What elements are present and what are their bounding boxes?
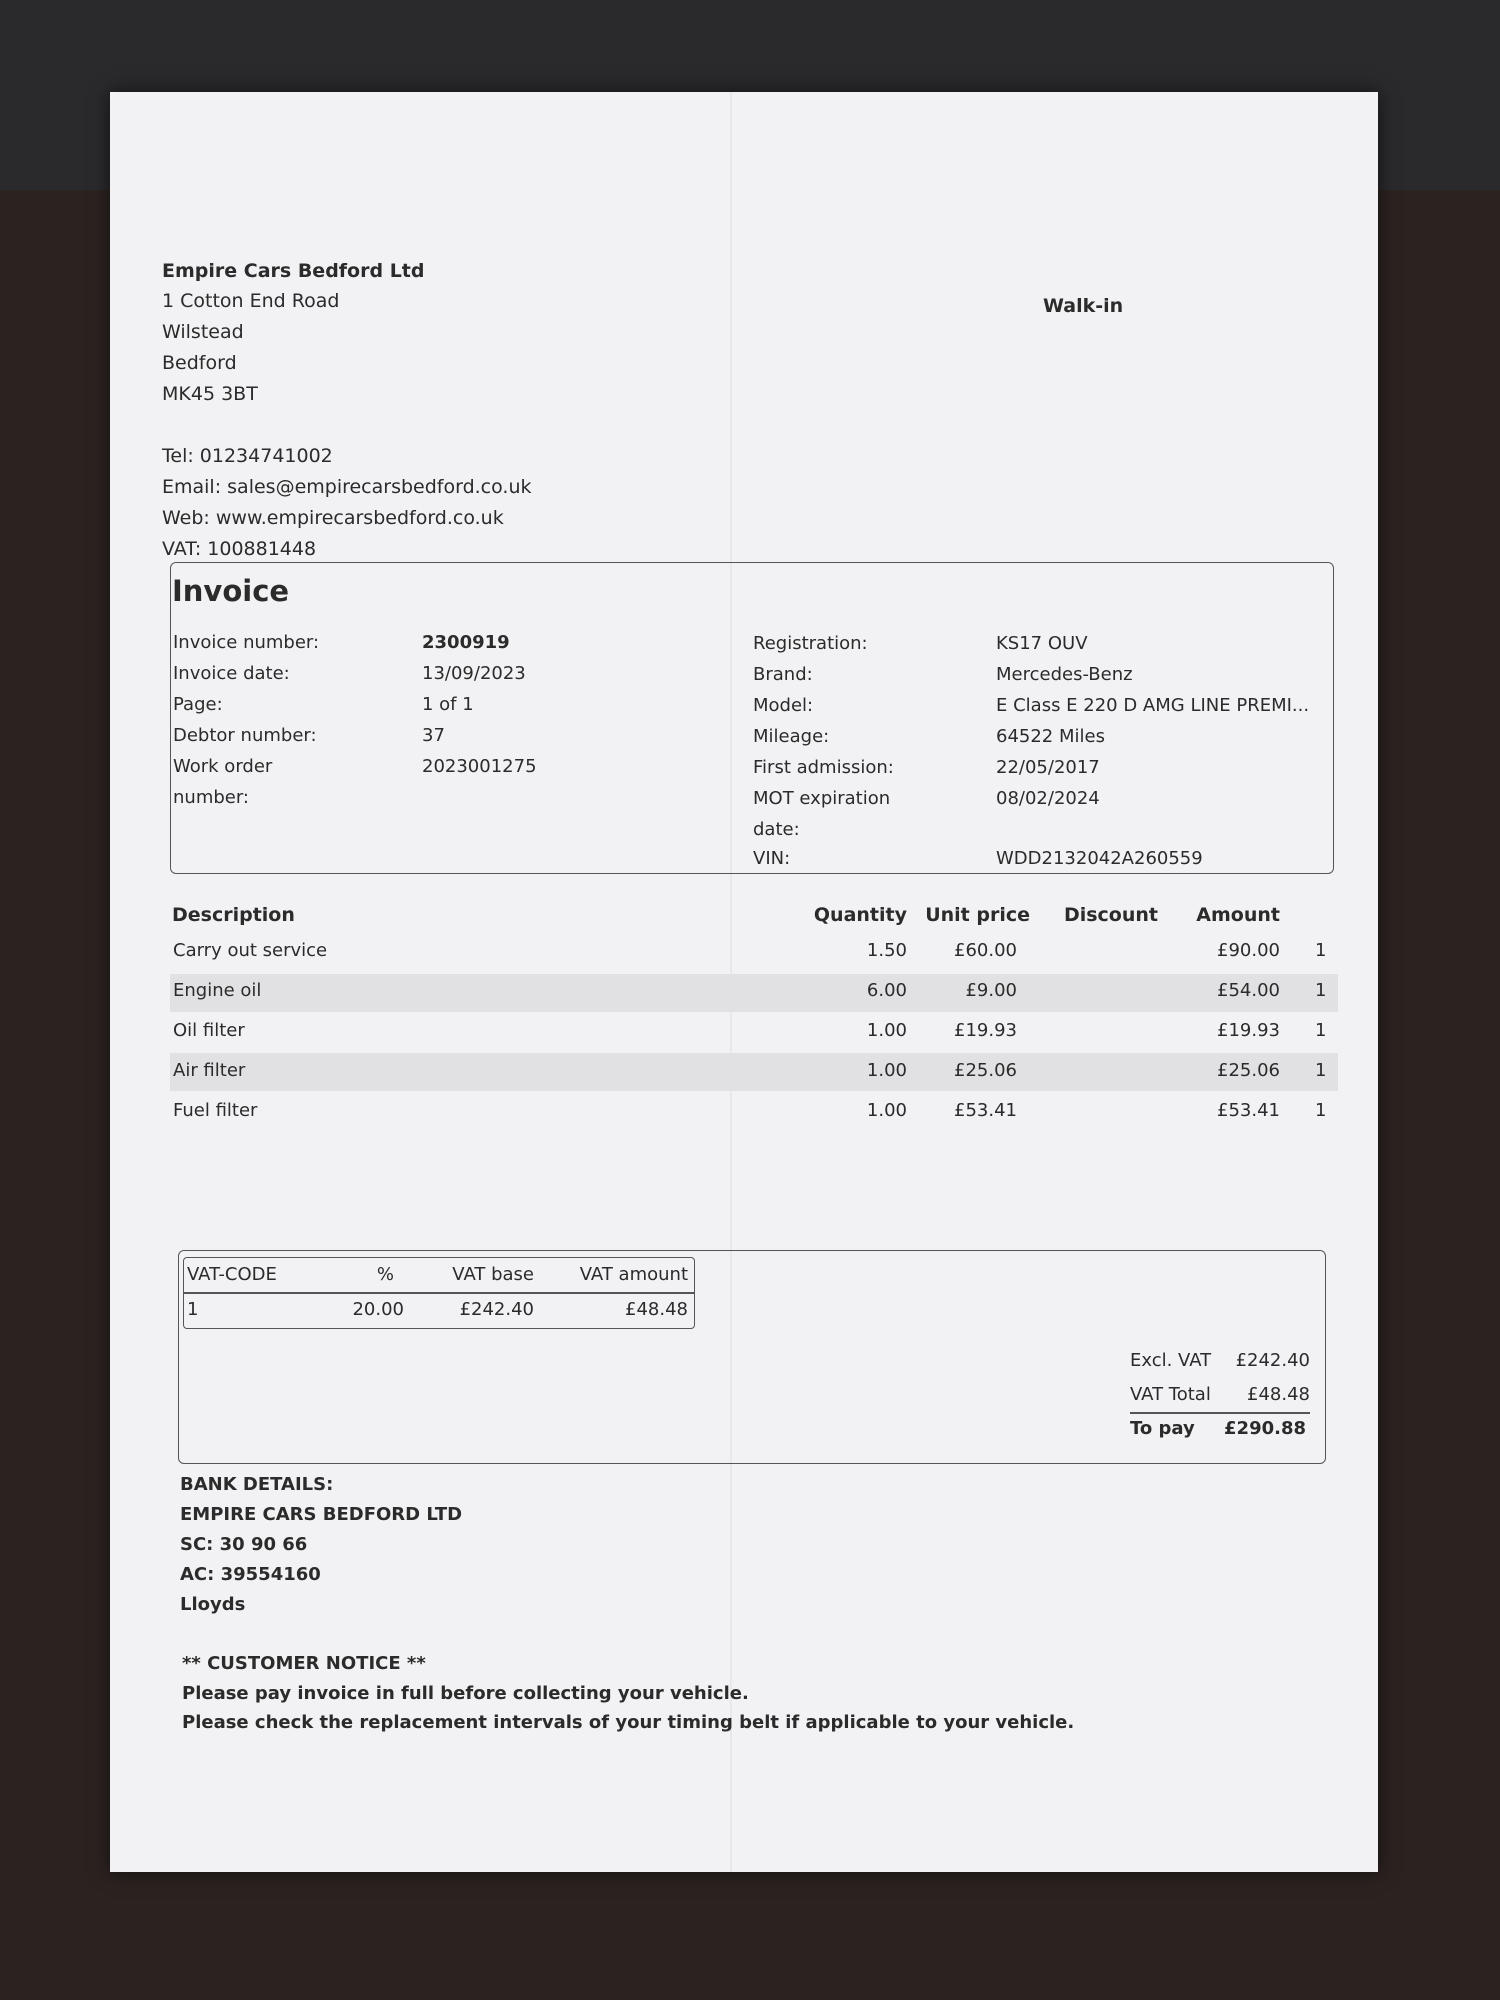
- registration-label: Registration:: [753, 633, 868, 654]
- vat-col-amount: VAT amount: [579, 1264, 688, 1285]
- col-header-description: Description: [172, 904, 295, 926]
- line-description: Engine oil: [173, 980, 262, 1001]
- invoice-title: Invoice: [172, 574, 290, 608]
- line-description: Carry out service: [173, 940, 328, 961]
- work-order-value: 2023001275: [422, 756, 537, 777]
- line-unit-price: £53.41: [954, 1100, 1017, 1121]
- vat-total-value: £48.48: [1247, 1384, 1310, 1405]
- registration-value: KS17 OUV: [996, 633, 1088, 654]
- debtor-number-value: 37: [422, 725, 445, 746]
- excl-vat-label: Excl. VAT: [1130, 1350, 1212, 1371]
- page-value: 1 of 1: [422, 694, 474, 715]
- vat-total-label: VAT Total: [1130, 1384, 1211, 1405]
- row-shading: [170, 1053, 1338, 1091]
- line-unit-price: £19.93: [954, 1020, 1017, 1041]
- vat-table: [183, 1257, 695, 1329]
- line-amount: £54.00: [1217, 980, 1280, 1001]
- line-vat-code: 1: [1315, 940, 1327, 961]
- excl-vat-value: £242.40: [1235, 1350, 1310, 1371]
- line-vat-code: 1: [1315, 980, 1327, 1001]
- vin-label: VIN:: [753, 848, 791, 869]
- line-vat-code: 1: [1315, 1020, 1327, 1041]
- notice-line: Please pay invoice in full before collecting your vehicle.: [182, 1683, 749, 1704]
- line-amount: £25.06: [1217, 1060, 1280, 1081]
- line-unit-price: £60.00: [954, 940, 1017, 961]
- company-address-line: MK45 3BT: [162, 383, 258, 405]
- line-amount: £90.00: [1217, 940, 1280, 961]
- customer-type: Walk-in: [1043, 295, 1124, 317]
- vat-col-base: VAT base: [452, 1264, 534, 1285]
- mileage-label: Mileage:: [753, 726, 830, 747]
- line-description: Air filter: [173, 1060, 246, 1081]
- company-address-line: 1 Cotton End Road: [162, 290, 340, 312]
- company-address-line: Bedford: [162, 352, 237, 374]
- col-header-discount: Discount: [1063, 904, 1158, 926]
- vin-value: WDD2132042A260559: [996, 848, 1203, 869]
- vat-table-divider: [184, 1292, 694, 1294]
- brand-value: Mercedes-Benz: [996, 664, 1133, 685]
- line-description: Fuel filter: [173, 1100, 258, 1121]
- line-description: Oil filter: [173, 1020, 245, 1041]
- notice-line: Please check the replacement intervals of your timing belt if applicable to your vehicle.: [182, 1712, 1075, 1733]
- first-admission-label: First admission:: [753, 757, 894, 778]
- company-web: Web: www.empirecarsbedford.co.uk: [162, 507, 504, 529]
- vat-row-code: 1: [187, 1299, 199, 1320]
- mileage-value: 64522 Miles: [996, 726, 1105, 747]
- vat-row-base: £242.40: [459, 1299, 534, 1320]
- company-name: Empire Cars Bedford Ltd: [162, 260, 425, 282]
- model-label: Model:: [753, 695, 814, 716]
- work-order-label: Work order: [173, 756, 273, 777]
- line-amount: £19.93: [1217, 1020, 1280, 1041]
- vat-col-code: VAT-CODE: [187, 1264, 277, 1285]
- invoice-details-box: [170, 562, 1334, 874]
- notice-title: ** CUSTOMER NOTICE **: [182, 1653, 426, 1674]
- line-vat-code: 1: [1315, 1060, 1327, 1081]
- bank-sort-code: SC: 30 90 66: [180, 1534, 308, 1555]
- line-quantity: 1.00: [866, 1060, 907, 1081]
- line-quantity: 6.00: [866, 980, 907, 1001]
- page-label: Page:: [173, 694, 223, 715]
- vat-row-amount: £48.48: [625, 1299, 688, 1320]
- line-vat-code: 1: [1315, 1100, 1327, 1121]
- vat-col-percent: %: [376, 1264, 394, 1285]
- vat-row-percent: 20.00: [352, 1299, 404, 1320]
- mot-expiration-label: MOT expiration: [753, 788, 891, 809]
- bank-account-name: EMPIRE CARS BEDFORD LTD: [180, 1504, 463, 1525]
- col-header-amount: Amount: [1196, 904, 1280, 926]
- model-value: E Class E 220 D AMG LINE PREMI...: [996, 695, 1310, 716]
- invoice-number-label: Invoice number:: [173, 632, 320, 653]
- invoice-number-value: 2300919: [422, 632, 510, 653]
- company-email: Email: sales@empirecarsbedford.co.uk: [162, 476, 532, 498]
- bank-title: BANK DETAILS:: [180, 1474, 334, 1495]
- line-quantity: 1.00: [866, 1020, 907, 1041]
- invoice-paper: [110, 92, 1378, 1872]
- invoice-date-label: Invoice date:: [173, 663, 290, 684]
- first-admission-value: 22/05/2017: [996, 757, 1100, 778]
- row-shading: [170, 974, 1338, 1012]
- invoice-date-value: 13/09/2023: [422, 663, 526, 684]
- bank-account-number: AC: 39554160: [180, 1564, 321, 1585]
- debtor-number-label: Debtor number:: [173, 725, 317, 746]
- col-header-unit-price: Unit price: [925, 904, 1030, 926]
- to-pay-value: £290.88: [1224, 1418, 1306, 1439]
- company-tel: Tel: 01234741002: [162, 445, 333, 467]
- line-quantity: 1.00: [866, 1100, 907, 1121]
- line-quantity: 1.50: [866, 940, 907, 961]
- work-order-label-cont: number:: [173, 787, 249, 808]
- line-unit-price: £9.00: [965, 980, 1017, 1001]
- line-unit-price: £25.06: [954, 1060, 1017, 1081]
- line-amount: £53.41: [1217, 1100, 1280, 1121]
- mot-expiration-label-cont: date:: [753, 819, 800, 840]
- to-pay-label: To pay: [1130, 1418, 1195, 1439]
- mot-expiration-value: 08/02/2024: [996, 788, 1100, 809]
- company-vat: VAT: 100881448: [162, 538, 317, 560]
- totals-divider: [1130, 1412, 1310, 1414]
- bank-name: Lloyds: [180, 1594, 246, 1615]
- company-address-line: Wilstead: [162, 321, 244, 343]
- col-header-quantity: Quantity: [813, 904, 907, 926]
- brand-label: Brand:: [753, 664, 813, 685]
